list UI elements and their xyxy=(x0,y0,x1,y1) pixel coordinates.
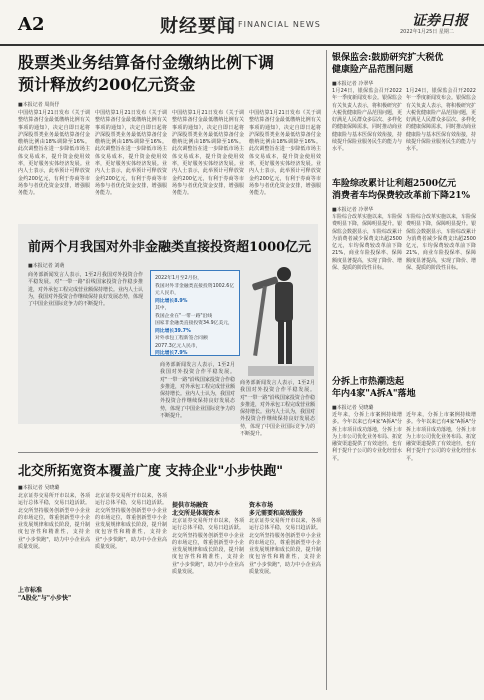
right-mid-body-col-2: 车险综合改革实施以来，车险保费明显下降，保障明显提升。银保监会数据显示，车险综改累计为消费者减少保费支出超2500亿元，车均保费较改革前下降21%，商业车险投保率、保障额度显著提高，实现了降价、增保、提质的阶段性目标。 xyxy=(406,214,477,272)
feature-body-col-3: 商务部新闻发言人表示，1至2月我国对外投资合作平稳发展。对"一带一路"沿线国家投资合作稳步推进，对外承包工程完成营业额保持增长。业内人士认为，我国对外投资合作继续保持良好发展态势，体现了中国企业国际竞争力的不断提升。 xyxy=(240,380,316,438)
investment-data-box xyxy=(150,270,240,356)
bottom-body-col-2: 北京证券交易所开市以来，各项运行总体平稳，交易日趋活跃。北交所坚持服务创新型中小企业的市场定位，尊重创新型中小企业发展规律和成长阶段，提升制度包容性和精准性，支持企业"小步快跑"，助力中小企业高质量发展。 xyxy=(95,493,167,551)
right-top-body-col-2: 1月24日，银保监会召开2022年一季度新闻发布会。银保监会有关负责人表示，将积极研究扩大税优健康险产品范围问题，更好满足人民群众多层次、多样化的健康保障需求，同时推动商业健康险与基本医保有效衔接，持续提升保险业服务民生的能力与水平。 xyxy=(406,88,477,153)
main-body-col-2: 中国结算1月21日发布《关于调整结算备付金最低缴纳比例有关事项的通知》，决定自即日起将沪深股票类业务最低结算备付金缴纳比例由18%调降至16%。此次调整旨在进一步降低市场主体交易成本，提升资金使用效率，更好服务实体经济发展。业内人士表示，此举预计可释放资金约200亿元，有利于券商等市场参与者优化资金安排，增强服务能力。 xyxy=(95,110,167,197)
issue-date: 2022年1月25日 星期二 xyxy=(400,29,454,35)
right-bottom-byline: ■本报记者 吴晓璐 xyxy=(332,405,374,411)
bottom-subhead-2: "A股化"与"小步快" xyxy=(18,595,72,602)
bottom-subhead-3: 提供市场融资 xyxy=(172,502,209,509)
section-title: 财经要闻 xyxy=(160,16,236,37)
data-line-3: 同比增长8.9% xyxy=(155,298,188,304)
data-line-6: 国家非金融类直接投资34.9亿美元， xyxy=(155,321,233,326)
main-body-col-4: 中国结算1月21日发布《关于调整结算备付金最低缴纳比例有关事项的通知》，决定自即日起将沪深股票类业务最低结算备付金缴纳比例由18%调降至16%。此次调整旨在进一步降低市场主体交易成本，提升资金使用效率，更好服务实体经济发展。业内人士表示，此举预计可释放资金约200亿元，有利于券商等市场参与者优化资金安排，增强服务能力。 xyxy=(249,110,321,197)
right-bottom-headline-line-1: 分拆上市热潮迭起 xyxy=(332,377,405,387)
bottom-subhead-1: 上市标准 xyxy=(18,587,43,594)
page-number: A2 xyxy=(18,14,45,35)
section-divider xyxy=(18,452,318,453)
right-mid-headline xyxy=(332,178,472,202)
right-bottom-headline xyxy=(332,376,472,400)
data-line-5: 我国企业在"一带一路"沿线 xyxy=(155,313,213,319)
right-mid-body-col-1: 车险综合改革实施以来，车险保费明显下降，保障明显提升。银保监会数据显示，车险综改累计为消费者减少保费支出超2500亿元，车均保费较改革前下降21%，商业车险投保率、保障额度显著提高，实现了降价、增保、提质的阶段性目标。 xyxy=(332,214,403,272)
bottom-subhead-5: 资本市场 xyxy=(249,502,274,509)
data-line-4: 其中， xyxy=(155,306,170,311)
feature-byline: ■本报记者 刘萌 xyxy=(28,263,65,269)
data-line-8: 对外承包工程新签合同额 xyxy=(155,336,208,341)
bottom-headline: 北交所拓宽资本覆盖广度 支持企业"小步快跑" xyxy=(18,464,284,479)
right-top-headline-line-2: 健康险产品范围问题 xyxy=(332,65,414,75)
bottom-byline: ■本报记者 吴晓璐 xyxy=(18,485,60,491)
data-line-2: 我国对外非金融类直接投资1002.6亿元人民币， xyxy=(155,283,235,296)
right-mid-headline-line-2: 消费者车均保费较改革前下降21% xyxy=(332,191,471,201)
main-headline-line-2: 预计释放约200亿元资金 xyxy=(18,75,196,94)
bottom-body-col-1: 北京证券交易所开市以来，各项运行总体平稳，交易日趋活跃。北交所坚持服务创新型中小企业的市场定位，尊重创新型中小企业发展规律和成长阶段，提升制度包容性和精准性，支持企业"小步快跑"，助力中小企业高质量发展。 xyxy=(18,493,90,551)
businessman-telescope-illustration xyxy=(248,256,314,376)
right-bottom-body-col-1: 近年来，分拆上市案例持续增多。今年以来已有4家"A拆A"分拆上市项目成功落地，分拆上市为上市公司优化业务布局、拓宽融资渠道提供了有效途径，也有利于提升子公司的专业化经营水平。 xyxy=(332,412,403,462)
feature-headline: 前两个月我国对外非金融类直接投资超1000亿元 xyxy=(28,240,312,255)
data-line-10: 同比增长7.9% xyxy=(155,351,188,356)
data-line-9: 2077.3亿元人民币， xyxy=(155,343,201,349)
bottom-body-col-4: 北京证券交易所开市以来，各项运行总体平稳，交易日趋活跃。北交所坚持服务创新型中小企业的市场定位，尊重创新型中小企业发展规律和成长阶段，提升制度包容性和精准性，支持企业"小步快跑"，助力中小企业高质量发展。 xyxy=(249,518,321,576)
main-headline xyxy=(18,52,318,96)
right-bottom-headline-line-2: 年内4家"A拆A"落地 xyxy=(332,389,416,399)
data-line-7: 同比增长39.7% xyxy=(155,328,191,334)
main-headline-line-1: 股票类业务结算备付金缴纳比例下调 xyxy=(18,53,275,72)
right-top-byline: ■本报记者 冷翠华 xyxy=(332,81,374,87)
main-byline: ■本报记者 周尚伃 xyxy=(18,102,60,108)
right-top-body-col-1: 1月24日，银保监会召开2022年一季度新闻发布会。银保监会有关负责人表示，将积极研究扩大税优健康险产品范围问题，更好满足人民群众多层次、多样化的健康保障需求，同时推动商业健康险与基本医保有效衔接，持续提升保险业服务民生的能力与水平。 xyxy=(332,88,403,153)
newspaper-logo: 证券日报 xyxy=(412,13,468,29)
main-body-col-1: 中国结算1月21日发布《关于调整结算备付金最低缴纳比例有关事项的通知》，决定自即日起将沪深股票类业务最低结算备付金缴纳比例由18%调降至16%。此次调整旨在进一步降低市场主体交易成本，提升资金使用效率，更好服务实体经济发展。业内人士表示，此举预计可释放资金约200亿元，有利于券商等市场参与者优化资金安排，增强服务能力。 xyxy=(18,110,90,197)
feature-body-col-2: 商务部新闻发言人表示，1至2月我国对外投资合作平稳发展。对"一带一路"沿线国家投资合作稳步推进，对外承包工程完成营业额保持增长。业内人士认为，我国对外投资合作继续保持良好发展态势，体现了中国企业国际竞争力的不断提升。 xyxy=(160,362,236,420)
feature-body: 商务部新闻发言人表示，1至2月我国对外投资合作平稳发展。对"一带一路"沿线国家投资合作稳步推进，对外承包工程完成营业额保持增长。业内人士认为，我国对外投资合作继续保持良好发展态势，体现了中国企业国际竞争力的不断提升。 xyxy=(28,272,144,308)
right-mid-byline: ■本报记者 冷翠华 xyxy=(332,207,374,213)
bottom-subhead-6: 多元需要和高效服务 xyxy=(249,510,304,517)
main-body-col-3: 中国结算1月21日发布《关于调整结算备付金最低缴纳比例有关事项的通知》，决定自即日起将沪深股票类业务最低结算备付金缴纳比例由18%调降至16%。此次调整旨在进一步降低市场主体交易成本，提升资金使用效率，更好服务实体经济发展。业内人士表示，此举预计可释放资金约200亿元，有利于券商等市场参与者优化资金安排，增强服务能力。 xyxy=(172,110,244,197)
data-line-1: 2022年1月至2月份， xyxy=(155,276,203,281)
right-top-headline xyxy=(332,52,472,76)
right-bottom-body-col-2: 近年来，分拆上市案例持续增多。今年以来已有4家"A拆A"分拆上市项目成功落地，分拆上市为上市公司优化业务布局、拓宽融资渠道提供了有效途径，也有利于提升子公司的专业化经营水平。 xyxy=(406,412,477,462)
bottom-subhead-4: 北交所是体现资本 xyxy=(172,510,221,517)
right-mid-headline-line-1: 车险综改累计让利超2500亿元 xyxy=(332,179,457,189)
right-top-headline-line-1: 银保监会:鼓励研究扩大税优 xyxy=(332,53,444,63)
section-subtitle: FINANCIAL NEWS xyxy=(238,20,321,29)
bottom-body-col-3: 北京证券交易所开市以来，各项运行总体平稳，交易日趋活跃。北交所坚持服务创新型中小企业的市场定位，尊重创新型中小企业发展规律和成长阶段，提升制度包容性和精准性，支持企业"小步快跑"，助力中小企业高质量发展。 xyxy=(172,518,244,576)
column-divider xyxy=(326,50,327,690)
